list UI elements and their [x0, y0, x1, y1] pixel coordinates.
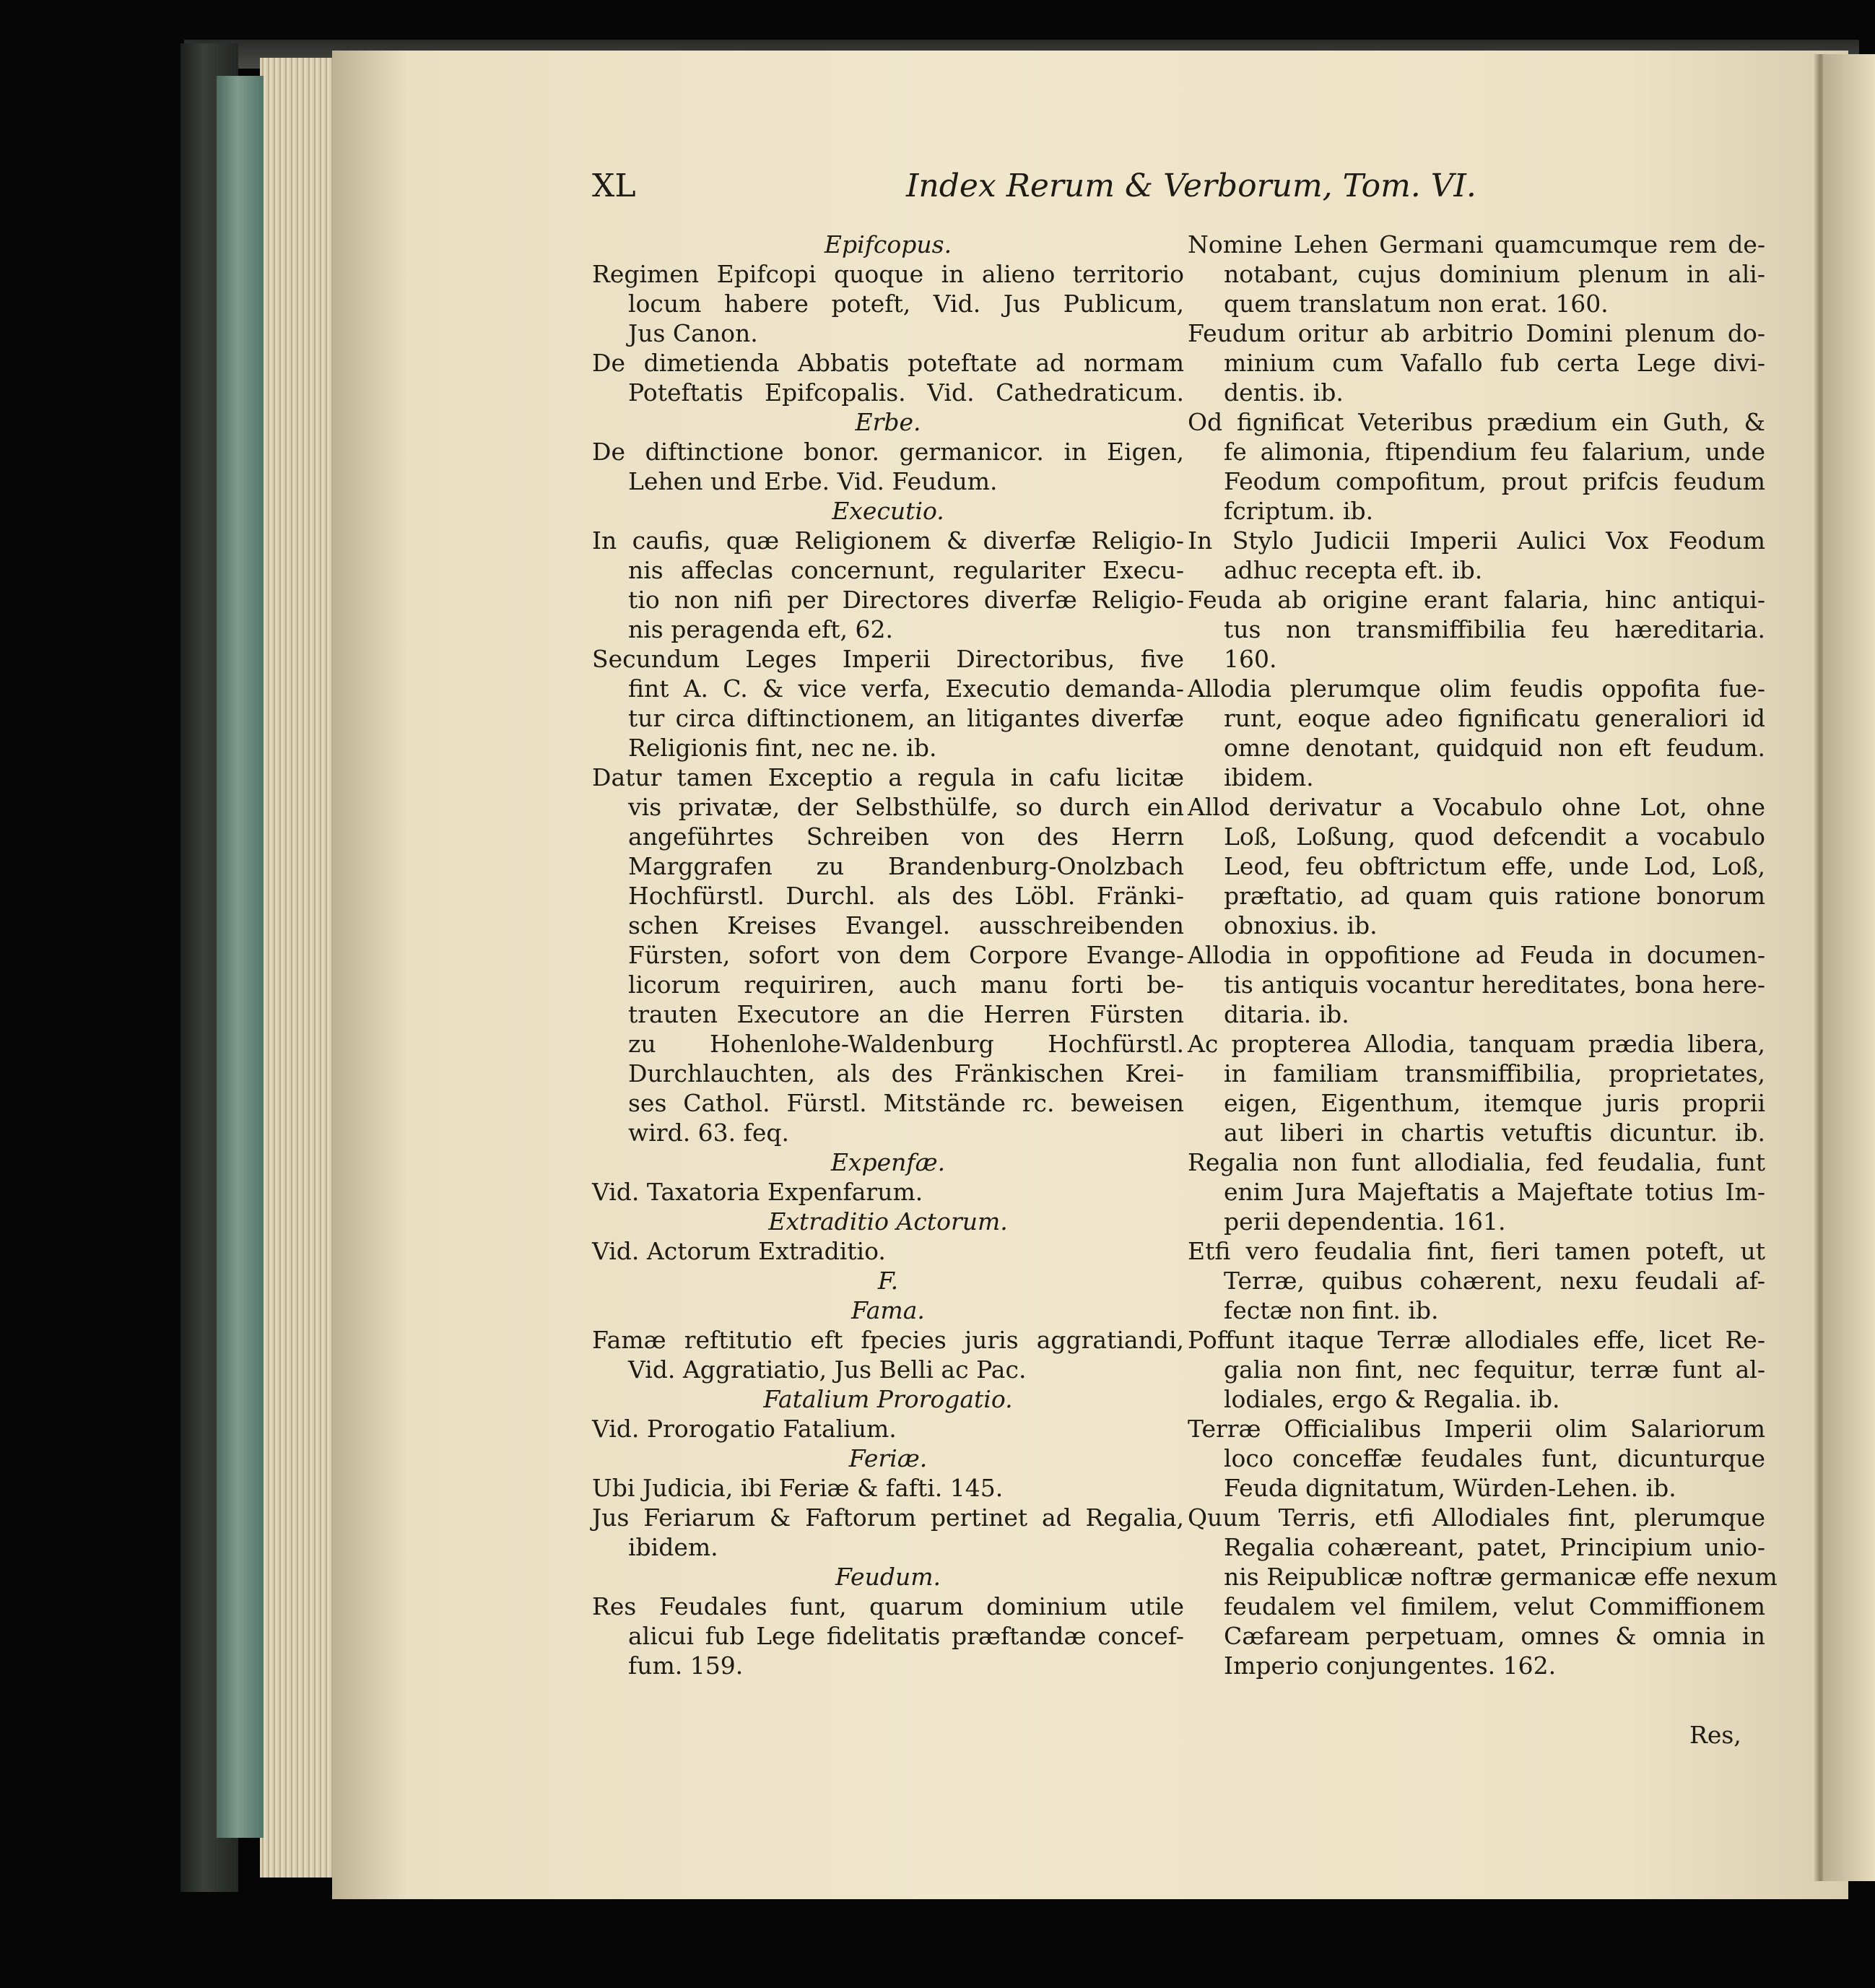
index-entry-line: Feuda dignitatum, Würden-Lehen. ib.	[1224, 1474, 1676, 1502]
index-entry-line: Religionis fint, nec ne. ib.	[628, 734, 937, 762]
index-entry-line: Od fignificat Veteribus prædium ein Guth, &	[1188, 408, 1765, 436]
index-entry-line: schen Kreises Evangel. ausschreibenden	[628, 911, 1184, 939]
index-entry-line: Allodia in oppofitione ad Feuda in documen-	[1188, 941, 1765, 969]
index-entry-line: obnoxius. ib.	[1224, 911, 1378, 939]
index-entry-line: dentis. ib.	[1224, 378, 1344, 407]
green-page-edge	[217, 76, 264, 1838]
index-entry-line: Ac propterea Allodia, tanquam prædia libera,	[1188, 1030, 1765, 1058]
page-number: XL	[592, 168, 636, 204]
index-entry-line: Fürsten, sofort von dem Corpore Evange-	[628, 941, 1184, 969]
index-entry-line: tio non nifi per Directores diverfæ Religio-	[628, 586, 1184, 614]
index-entry-line: Regalia non funt allodialia, fed feudalia, funt	[1188, 1148, 1765, 1176]
index-entry-line: Terræ, quibus cohærent, nexu feudali af-	[1224, 1267, 1765, 1295]
index-entry-line: aut liberi in chartis vetuftis dicuntur. ib.	[1224, 1119, 1765, 1147]
index-entry-line: tus non transmiffibilia feu hæreditaria.	[1224, 615, 1765, 643]
index-entry-line: De diftinctione bonor. germanicor. in Eigen,	[592, 438, 1184, 466]
index-entry-line: Datur tamen Exceptio a regula in cafu licitæ	[592, 763, 1184, 791]
index-entry-line: Cæfaream perpetuam, omnes & omnia in	[1224, 1622, 1765, 1650]
index-column-left	[592, 230, 1184, 1680]
index-heading: Extraditio Actorum.	[768, 1207, 1008, 1236]
index-entry-line: Allodia plerumque olim feudis oppofita fue-	[1188, 674, 1765, 703]
index-entry-line: zu Hohenlohe-Waldenburg Hochfürstl.	[628, 1030, 1184, 1058]
index-entry-line: fint A. C. & vice verfa, Executio demanda-	[628, 674, 1184, 703]
index-entry-line: Vid. Prorogatio Fatalium.	[592, 1415, 897, 1443]
index-heading: Feriæ.	[848, 1444, 928, 1472]
index-entry-line: Lehen und Erbe. Vid. Feudum.	[628, 467, 998, 495]
index-heading: Fama.	[851, 1296, 925, 1324]
index-entry-line: Quum Terris, etfi Allodiales fint, plerumque	[1188, 1503, 1765, 1532]
index-entry-line: ibidem.	[1224, 763, 1314, 791]
index-entry-line: ses Cathol. Fürstl. Mitstände rc. beweisen	[628, 1089, 1184, 1117]
index-entry-line: Marggrafen zu Brandenburg-Onolzbach	[628, 852, 1184, 880]
index-entry-line: Loß, Loßung, quod defcendit a vocabulo	[1224, 822, 1765, 851]
index-entry-line: in familiam transmiffibilia, proprietates,	[1224, 1059, 1765, 1088]
index-entry-line: ibidem.	[628, 1533, 718, 1561]
index-entry-line: quem translatum non erat. 160.	[1224, 290, 1609, 318]
index-entry-line: Leod, feu obftrictum effe, unde Lod, Loß,	[1224, 852, 1765, 880]
index-entry-line: alicui fub Lege fidelitatis præftandæ concef-	[628, 1622, 1184, 1650]
index-entry-line: vis privatæ, der Selbsthülfe, so durch ein	[628, 793, 1184, 821]
index-heading: Expenfæ.	[830, 1148, 946, 1176]
index-entry-line: Famæ reftitutio eft fpecies juris aggratiandi,	[592, 1326, 1184, 1354]
index-entry-line: nis peragenda eft, 62.	[628, 615, 893, 643]
index-entry-line: fe alimonia, ftipendium feu falarium, unde	[1224, 438, 1765, 466]
index-entry-line: Poffunt itaque Terræ allodiales effe, licet Re-	[1188, 1326, 1765, 1354]
index-entry-line: Regalia cohæreant, patet, Principium unio-	[1224, 1533, 1765, 1561]
index-entry-line: 160.	[1224, 645, 1277, 673]
index-entry-line: licorum requiriren, auch manu forti be-	[628, 971, 1184, 999]
index-entry-line: In Stylo Judicii Imperii Aulici Vox Feodum	[1188, 526, 1765, 555]
index-entry-line: Terræ Officialibus Imperii olim Salariorum	[1188, 1415, 1765, 1443]
index-entry-line: loco conceffæ feudales funt, dicunturque	[1224, 1444, 1765, 1472]
index-entry-line: nis affeclas concernunt, regulariter Execu-	[628, 556, 1184, 584]
index-entry-line: lodiales, ergo & Regalia. ib.	[1224, 1385, 1560, 1413]
index-entry-line: ditaria. ib.	[1224, 1000, 1349, 1028]
index-entry-line: Vid. Actorum Extraditio.	[592, 1237, 886, 1265]
index-entry-line: tis antiquis vocantur hereditates, bona here-	[1224, 971, 1765, 999]
index-entry-line: Vid. Aggratiatio, Jus Belli ac Pac.	[628, 1355, 1027, 1384]
index-entry-line: eigen, Eigenthum, itemque juris proprii	[1224, 1089, 1765, 1117]
index-entry-line: Allod derivatur a Vocabulo ohne Lot, ohne	[1188, 793, 1765, 821]
index-entry-line: fcriptum. ib.	[1224, 497, 1374, 525]
index-heading: Feudum.	[835, 1563, 941, 1591]
index-entry-line: locum habere poteft, Vid. Jus Publicum,	[628, 290, 1184, 318]
index-heading: Epifcopus.	[824, 230, 952, 259]
index-entry-line: Feodum compofitum, prout prifcis feudum	[1224, 467, 1765, 495]
index-entry-line: wird. 63. feq.	[628, 1119, 790, 1147]
index-entry-line: perii dependentia. 161.	[1224, 1207, 1506, 1236]
index-entry-line: In caufis, quæ Religionem & diverfæ Religio-	[592, 526, 1184, 555]
index-entry-line: runt, eoque adeo fignificatu generaliori id	[1224, 704, 1765, 732]
index-entry-line: De dimetienda Abbatis poteftate ad normam	[592, 349, 1184, 377]
index-entry-line: præftatio, ad quam quis ratione bonorum	[1224, 882, 1765, 910]
catchword: Res,	[1689, 1721, 1741, 1749]
index-entry-line: fum. 159.	[628, 1651, 744, 1680]
index-heading: F.	[877, 1267, 899, 1295]
index-heading: Erbe.	[855, 408, 921, 436]
facing-page-edge	[1823, 54, 1875, 1881]
index-entry-line: Jus Feriarum & Faftorum pertinet ad Regalia,	[592, 1503, 1184, 1532]
index-entry-line: Vid. Taxatoria Expenfarum.	[592, 1178, 923, 1206]
index-column-right	[1188, 230, 1778, 1680]
index-entry-line: notabant, cujus dominium plenum in ali-	[1224, 260, 1765, 288]
index-entry-line: galia non fint, nec fequitur, terræ funt al-	[1224, 1355, 1765, 1384]
index-entry-line: tur circa diftinctionem, an litigantes diverfæ	[628, 704, 1184, 732]
index-entry-line: Ubi Judicia, ibi Feriæ & fafti. 145.	[592, 1474, 1004, 1502]
index-entry-line: omne denotant, quidquid non eft feudum.	[1224, 734, 1765, 762]
index-entry-line: Feudum oritur ab arbitrio Domini plenum do-	[1188, 319, 1765, 347]
index-entry-line: Regimen Epifcopi quoque in alieno territorio	[592, 260, 1184, 288]
index-entry-line: Jus Canon.	[628, 319, 758, 347]
index-entry-line: Imperio conjungentes. 162.	[1224, 1651, 1557, 1680]
index-entry-line: feudalem vel fimilem, velut Commiffionem	[1224, 1592, 1765, 1620]
index-entry-line: fectæ non fint. ib.	[1224, 1296, 1439, 1324]
index-entry-line: Hochfürstl. Durchl. als des Löbl. Fränki-	[628, 882, 1184, 910]
index-entry-line: minium cum Vafallo fub certa Lege divi-	[1224, 349, 1765, 377]
index-entry-line: Poteftatis Epifcopalis. Vid. Cathedraticum.	[628, 378, 1184, 407]
index-entry-line: nis Reipublicæ noftræ germanicæ effe nexum	[1224, 1563, 1778, 1591]
index-entry-line: Etfi vero feudalia fint, fieri tamen poteft, ut	[1188, 1237, 1765, 1265]
index-entry-line: trauten Executore an die Herren Fürsten	[628, 1000, 1184, 1028]
running-head: Index Rerum & Verborum, Tom. VI.	[906, 168, 1476, 204]
index-entry-line: Feuda ab origine erant falaria, hinc antiqui-	[1188, 586, 1765, 614]
index-entry-line: Nomine Lehen Germani quamcumque rem de-	[1188, 230, 1765, 259]
index-entry-line: Durchlauchten, als des Fränkischen Krei-	[628, 1059, 1184, 1088]
index-entry-line: angeführtes Schreiben von des Herrn	[628, 822, 1184, 851]
index-entry-line: adhuc recepta eft. ib.	[1224, 556, 1483, 584]
index-entry-line: enim Jura Majeftatis a Majeftate totius Im-	[1224, 1178, 1765, 1206]
index-entry-line: Res Feudales funt, quarum dominium utile	[592, 1592, 1184, 1620]
index-heading: Executio.	[832, 497, 944, 525]
index-entry-line: Secundum Leges Imperii Directoribus, five	[592, 645, 1184, 673]
index-heading: Fatalium Prorogatio.	[763, 1385, 1013, 1413]
